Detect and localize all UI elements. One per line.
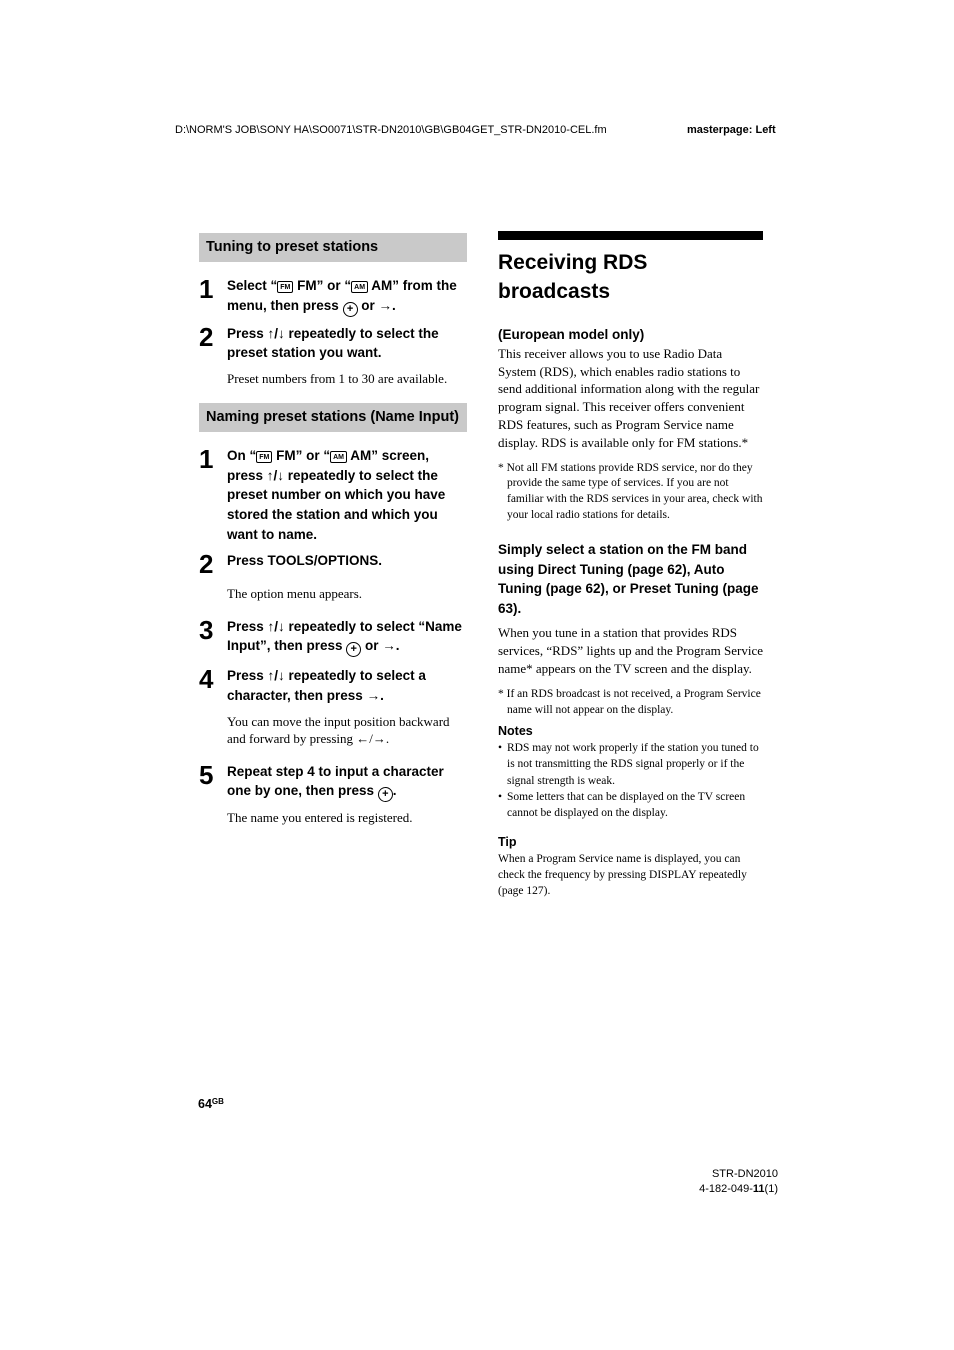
naming-step-5 bbox=[199, 759, 467, 803]
enter-button-icon: + bbox=[343, 302, 358, 317]
chapter-title: Receiving RDS broadcasts bbox=[498, 251, 648, 304]
page-number bbox=[198, 1097, 224, 1111]
step-instruction: Press TOOLS/OPTIONS. bbox=[227, 553, 383, 569]
model-code: STR-DN2010 bbox=[711, 1168, 778, 1180]
document-footer bbox=[560, 1167, 778, 1197]
section-heading-tuning: Tuning to preset stations bbox=[199, 233, 467, 262]
instruction-text: Press ↑/↓ repeatedly to select “Name Input”, then press bbox=[227, 618, 462, 654]
naming-step-3 bbox=[199, 614, 467, 658]
document-code bbox=[560, 1182, 778, 1197]
enter-button-icon: + bbox=[346, 642, 361, 657]
note-item: • Some letters that can be displayed on the TV screen cannot be displayed on the display. bbox=[498, 789, 763, 821]
instruction-text: or →. bbox=[357, 297, 396, 313]
file-path-header: D:\NORM'S JOB\SONY HA\SO0071\STR-DN2010\GB\GB04GET_STR-DN2010-CEL.fm bbox=[175, 124, 607, 136]
naming-step-2 bbox=[199, 551, 467, 578]
step-note: The option menu appears. bbox=[227, 586, 363, 602]
am-band-icon: AM bbox=[351, 281, 368, 293]
fm-band-icon: FM bbox=[277, 281, 293, 293]
step-number: 3 bbox=[199, 614, 214, 645]
rds-footnote-2: * If an RDS broadcast is not received, a Program Service name will not appear on the display. bbox=[498, 687, 761, 716]
left-column bbox=[199, 233, 467, 841]
note-item: • RDS may not work properly if the station you tuned to is not transmitting the RDS signal properly or if the signal strength is weak. bbox=[498, 740, 763, 788]
instruction-text: Select “ bbox=[227, 278, 278, 294]
notes-heading: Notes bbox=[498, 724, 533, 739]
step-note: You can move the input position backward and forward by pressing ←/→. bbox=[227, 713, 450, 747]
rds-body-paragraph: When you tune in a station that provides RDS services, “RDS” lights up and the Program Service name* appears on the TV screen and the display. bbox=[498, 625, 763, 676]
step-number: 2 bbox=[199, 549, 214, 580]
instruction-text: AM” from the menu, then press bbox=[227, 278, 457, 313]
instruction-text: FM” or “ bbox=[272, 448, 331, 464]
section-rule bbox=[498, 231, 763, 240]
rds-footnote-1: * Not all FM stations provide RDS service, nor do they provide the same type of services. If you are not familiar with the RDS services in your area, check with your local radio stations for details. bbox=[498, 461, 763, 522]
am-band-icon: AM bbox=[330, 451, 347, 463]
document-code-part: 4-182-049- bbox=[699, 1182, 753, 1195]
page-number-value: 64 bbox=[198, 1097, 212, 1111]
step-instruction bbox=[227, 446, 467, 544]
document-code-part: (1) bbox=[764, 1182, 778, 1195]
rds-subheading: Simply select a station on the FM band using Direct Tuning (page 62), Auto Tuning (page 62), or Preset Tuning (page 63). bbox=[498, 542, 759, 616]
naming-step-1 bbox=[199, 446, 467, 544]
instruction-text: . bbox=[392, 783, 397, 799]
instruction-text: Repeat step 4 to input a character one by one, then press bbox=[227, 763, 444, 799]
masterpage-label: masterpage: Left bbox=[687, 124, 776, 136]
step-instruction bbox=[227, 617, 467, 658]
step-number: 5 bbox=[199, 759, 214, 790]
instruction-text: On “ bbox=[227, 448, 257, 464]
step-number: 4 bbox=[199, 664, 214, 695]
tuning-step-1 bbox=[199, 276, 467, 317]
step-note: Preset numbers from 1 to 30 are available. bbox=[227, 370, 448, 386]
step-number: 1 bbox=[199, 274, 214, 305]
step-instruction: Press ↑/↓ repeatedly to select a character, then press →. bbox=[227, 668, 426, 704]
tuning-step-2 bbox=[199, 321, 467, 363]
instruction-text: AM” screen, press ↑/↓ repeatedly to select the preset number on which you have stored the station and which you want to name. bbox=[227, 448, 446, 542]
naming-step-4 bbox=[199, 666, 467, 705]
fm-band-icon: FM bbox=[256, 451, 272, 463]
step-note: The name you entered is registered. bbox=[227, 810, 413, 826]
instruction-text: or →. bbox=[361, 638, 400, 654]
section-heading-naming: Naming preset stations (Name Input) bbox=[199, 403, 467, 432]
rds-intro-paragraph: This receiver allows you to use Radio Data System (RDS), which enables radio stations to send additional information along with the regular program signal. This receiver offers convenient RDS features, such as Program Service name display. RDS is available only for FM stations.* bbox=[498, 345, 760, 450]
step-instruction: Press ↑/↓ repeatedly to select the preset station you want. bbox=[227, 325, 439, 361]
page-number-region: GB bbox=[211, 1097, 224, 1106]
tip-heading: Tip bbox=[498, 834, 517, 849]
document-code-revision: 11 bbox=[752, 1182, 765, 1195]
right-column bbox=[498, 231, 763, 899]
step-instruction bbox=[227, 762, 467, 803]
tip-paragraph: When a Program Service name is displayed, you can check the frequency by pressing DISPLAY repeatedly (page 127). bbox=[498, 852, 747, 898]
enter-button-icon: + bbox=[378, 787, 393, 802]
model-note: (European model only) bbox=[498, 326, 645, 342]
step-number: 1 bbox=[199, 444, 214, 475]
step-instruction bbox=[227, 276, 467, 317]
step-number: 2 bbox=[199, 321, 214, 352]
instruction-text: FM” or “ bbox=[293, 278, 352, 294]
